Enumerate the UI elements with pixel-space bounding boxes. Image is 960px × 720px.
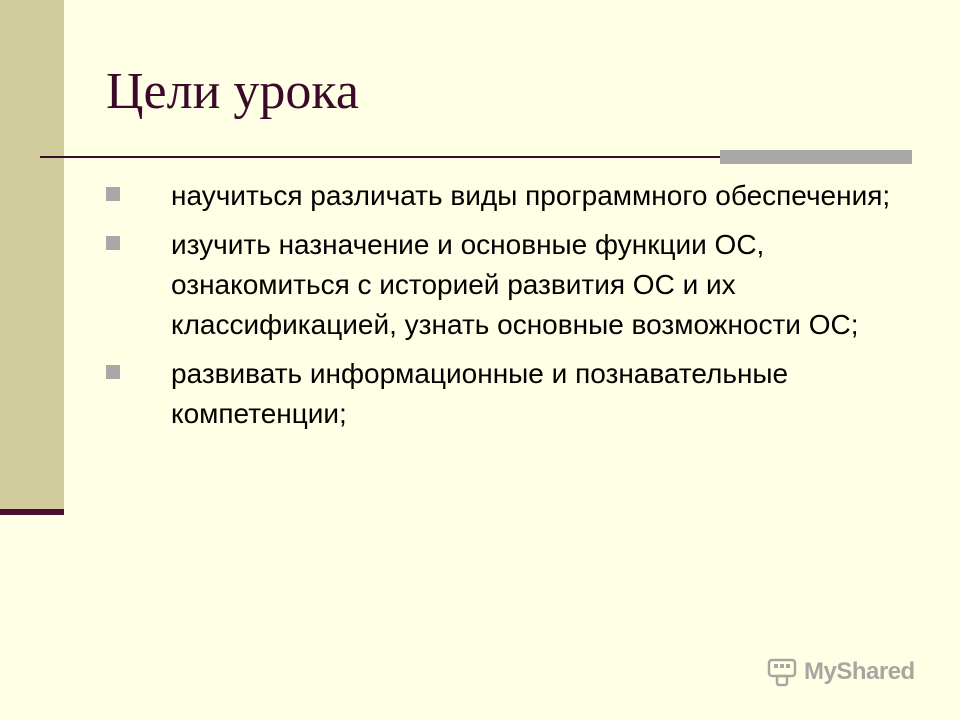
bullet-list <box>106 176 906 443</box>
bullet-item <box>106 225 906 345</box>
slide-title: Цели урока <box>106 63 359 120</box>
bullet-item <box>106 354 906 434</box>
bullet-text: научиться различать виды программного обеспечения; <box>171 180 891 211</box>
left-bar-bottom-line <box>0 509 64 515</box>
bullet-text: изучить назначение и основные функции ОС, ознакомиться с историей развития ОС и их классификацией, узнать основные возможности ОС; <box>171 229 859 340</box>
watermark-text: MyShared <box>804 658 915 685</box>
square-bullet-icon <box>106 187 120 201</box>
watermark <box>766 656 915 688</box>
bullet-item <box>106 176 906 216</box>
bullet-text: развивать информационные и познавательные компетенции; <box>171 358 789 429</box>
mushroom-logo-icon <box>766 656 798 688</box>
square-bullet-icon <box>106 236 120 250</box>
square-bullet-icon <box>106 365 120 379</box>
left-decorative-bar <box>0 0 64 512</box>
title-accent-bar <box>720 150 912 164</box>
